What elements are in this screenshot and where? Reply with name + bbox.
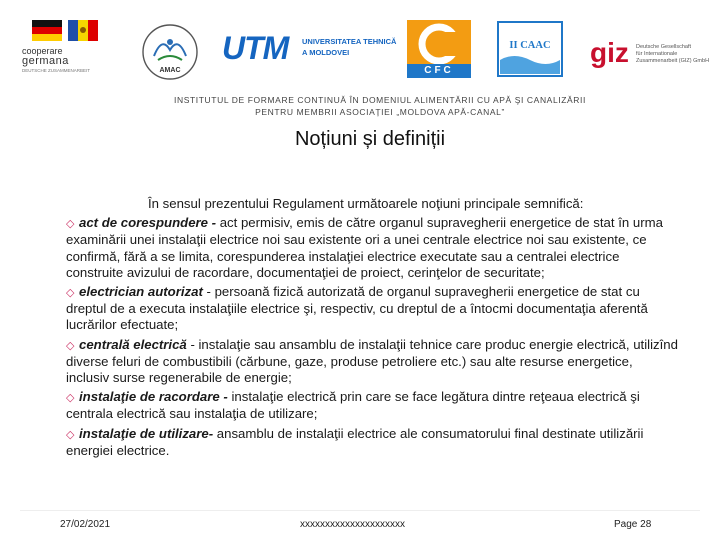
giz-mark: giz bbox=[590, 37, 629, 68]
diamond-bullet-icon: ◇ bbox=[66, 287, 75, 300]
utm-line1: UNIVERSITATEA TEHNICĂ bbox=[302, 37, 397, 46]
institute-header-line2: PENTRU MEMBRII ASOCIAȚIEI „MOLDOVA APĂ-CANAL” bbox=[255, 107, 505, 117]
definition-term: instalaţie de racordare - bbox=[79, 389, 228, 405]
cfc-logo bbox=[405, 18, 473, 80]
amac-label: AMAC bbox=[159, 67, 181, 74]
definitions-body bbox=[66, 196, 678, 462]
intro-paragraph: În sensul prezentului Regulament următoarele noţiuni principale semnifică: bbox=[148, 196, 584, 211]
footer-date: 27/02/2021 bbox=[60, 519, 111, 530]
definition-item bbox=[66, 337, 678, 387]
footer-center: xxxxxxxxxxxxxxxxxxxxx bbox=[300, 519, 405, 530]
institute-header bbox=[0, 94, 720, 118]
giz-line2: für Internationale bbox=[636, 51, 678, 57]
giz-line3: Zusammenarbeit (GIZ) GmbH bbox=[636, 58, 710, 64]
definition-item bbox=[66, 426, 678, 459]
giz-logo bbox=[590, 37, 715, 80]
coop-line2: germana bbox=[22, 55, 69, 67]
definition-item bbox=[66, 284, 678, 334]
diamond-bullet-icon: ◇ bbox=[66, 218, 75, 231]
caac-logo bbox=[496, 20, 564, 78]
institute-header-line1: INSTITUTUL DE FORMARE CONTINUĂ ÎN DOMENIUL ALIMENTĂRII CU APĂ ŞI CANALIZĂRII bbox=[174, 95, 586, 105]
caac-label: II CAAC bbox=[509, 40, 551, 51]
giz-line1: Deutsche Gesellschaft bbox=[636, 44, 692, 50]
definition-term: centrală electrică bbox=[79, 336, 187, 352]
definition-text: - persoană fizică autorizată de organul supravegherii energetice de stat cu dreptul de a executa instalaţiile electrice şi, respectiv, cu dreptul de a întocmi documentaţia aferentă lucrărilor efectuate; bbox=[66, 284, 648, 333]
definition-term: electrician autorizat bbox=[79, 284, 203, 300]
definition-text: instalaţie electrică prin care se face legătura dintre reţeaua electrică şi centrala electrică sau instalaţia de utilizare; bbox=[66, 389, 640, 422]
diamond-bullet-icon: ◇ bbox=[66, 339, 75, 352]
amac-logo bbox=[140, 22, 200, 82]
logo-strip bbox=[0, 0, 720, 90]
cooperare-germana-logo bbox=[18, 16, 110, 78]
definition-term: instalaţie de utilizare- bbox=[79, 425, 214, 441]
definition-term: act de corespundere - bbox=[79, 215, 217, 231]
diamond-bullet-icon: ◇ bbox=[66, 392, 75, 405]
utm-logo bbox=[222, 30, 400, 70]
coop-line3: DEUTSCHE ZUSAMMENARBEIT bbox=[22, 68, 91, 73]
definition-item bbox=[66, 215, 678, 281]
definition-text: act permisiv, emis de către organul supravegherii energetice de stat în urma examinării unei instalaţii electrice noi sau existente ori a unei centrale electrice noi sau existente, ce confirmă, fără a se limita, corespunderea instalaţiei electrice executate sau a centralei electrice construite avizului de racordare, documentaţiei de proiect, cerinţelor de securitate; bbox=[66, 215, 663, 280]
utm-mark: UTM bbox=[222, 30, 289, 66]
definition-text: ansamblu de instalaţii electrice ale consumatorului final destinate utilizării energiei electrice. bbox=[66, 425, 644, 458]
coop-line1: cooperare bbox=[22, 46, 63, 56]
footer-divider bbox=[20, 510, 700, 511]
utm-line2: A MOLDOVEI bbox=[302, 48, 350, 57]
definition-item bbox=[66, 389, 678, 422]
footer-page-number: Page 28 bbox=[614, 519, 652, 530]
diamond-bullet-icon: ◇ bbox=[66, 428, 75, 441]
definition-text: - instalaţie sau ansamblu de instalaţii tehnice care produc energie electrică, utilizînd diverse feluri de combustibili (cărbune, gaze, produse petroliere etc.) sau alte resurse energetice, inclusiv surse regenerabile de energie; bbox=[66, 336, 678, 386]
cfc-label: CFC bbox=[424, 65, 454, 76]
page-title: Noțiuni și definiții bbox=[294, 128, 446, 150]
